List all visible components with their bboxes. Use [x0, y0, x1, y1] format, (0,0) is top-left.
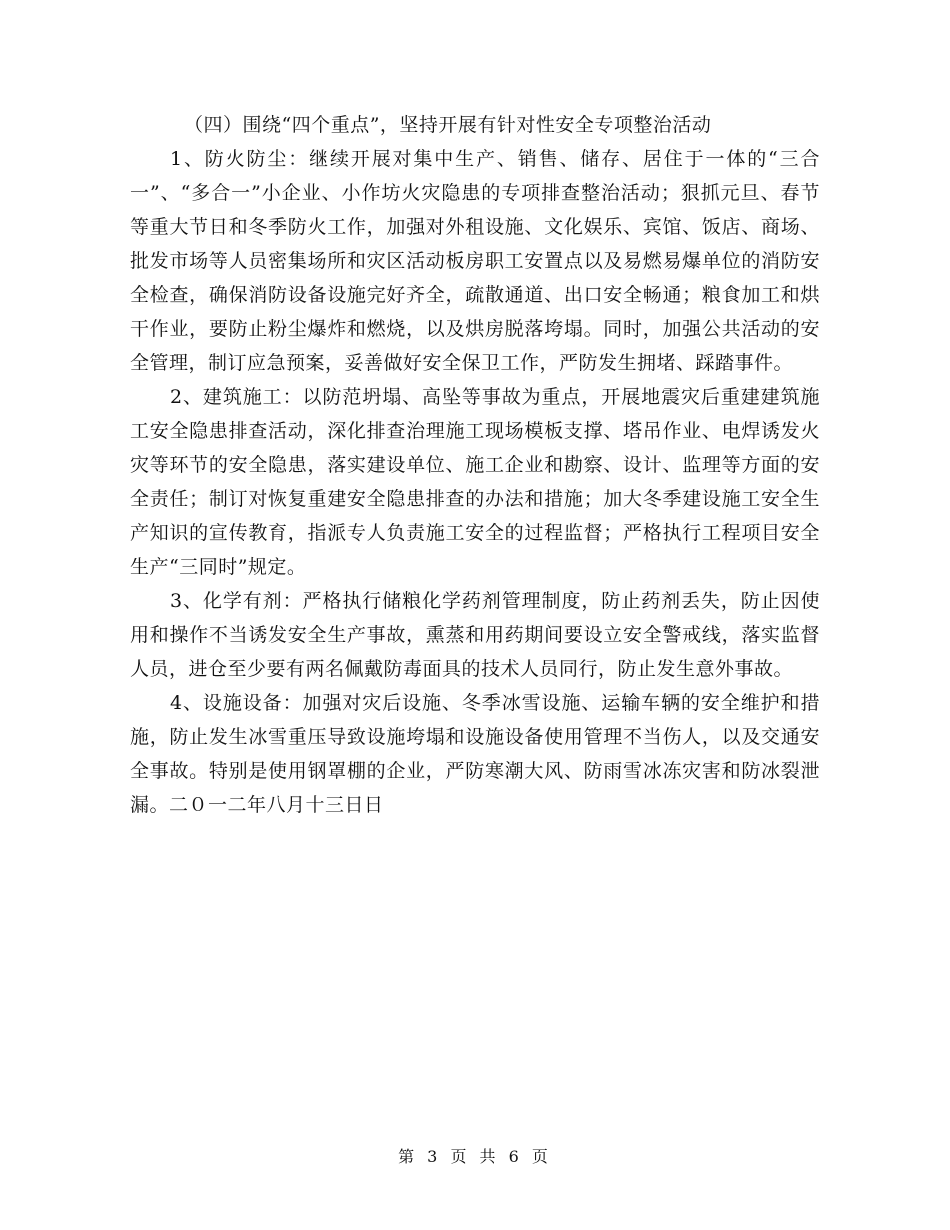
paragraph-construction: 2、建筑施工：以防范坍塌、高坠等事故为重点，开展地震灾后重建建筑施工安全隐患排查活动，深化排查治理施工现场模板支撑、塔吊作业、电焊诱发火灾等环节的安全隐患，落实建设单位、施工企业和勘察、设计、监理等方面的安全责任；制订对恢复重建安全隐患排查的办法和措施；加大冬季建设施工安全生产知识的宣传教育，指派专人负责施工安全的过程监督；严格执行工程项目安全生产“三同时”规定。 [130, 386, 820, 578]
document-body [130, 108, 820, 822]
section-heading: （四）围绕“四个重点”，坚持开展有针对性安全专项整治活动 [184, 114, 712, 136]
page-number-footer: 第 3 页 共 6 页 [398, 1147, 552, 1166]
paragraph-fire-dust: 1、防火防尘：继续开展对集中生产、销售、储存、居住于一体的“三合一”、“多合一”小企业、小作坊火灾隐患的专项排查整治活动；狠抓元旦、春节等重大节日和冬季防火工作，加强对外租设施、文化娱乐、宾馆、饭店、商场、批发市场等人员密集场所和灾区活动板房职工安置点以及易燃易爆单位的消防安全检查，确保消防设备设施完好齐全，疏散通道、出口安全畅通；粮食加工和烘干作业，要防止粉尘爆炸和燃烧，以及烘房脱落垮塌。同时，加强公共活动的安全管理，制订应急预案，妥善做好安全保卫工作，严防发生拥堵、踩踏事件。 [130, 148, 820, 374]
paragraph-facilities: 4、设施设备：加强对灾后设施、冬季冰雪设施、运输车辆的安全维护和措施，防止发生冰雪重压导致设施垮塌和设施设备使用管理不当伤人，以及交通安全事故。特别是使用钢罩棚的企业，严防寒潮大风、防雨雪冰冻灾害和防冰裂泄漏。二０一二年八月十三日日 [130, 692, 820, 816]
paragraph-chemicals: 3、化学有剂：严格执行储粮化学药剂管理制度，防止药剂丢失，防止因使用和操作不当诱发安全生产事故，熏蒸和用药期间要设立安全警戒线，落实监督人员，进仓至少要有两名佩戴防毒面具的技术人员同行，防止发生意外事故。 [130, 590, 820, 680]
